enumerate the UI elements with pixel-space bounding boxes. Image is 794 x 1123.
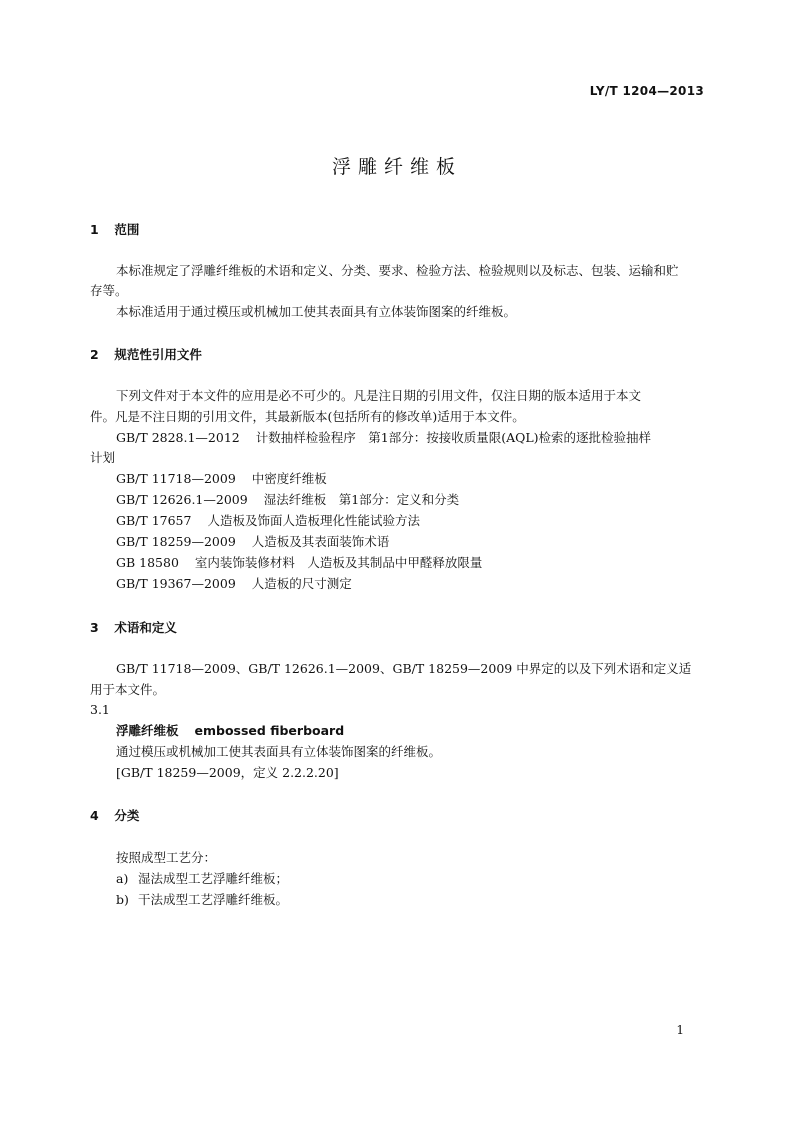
reference-code: GB/T 19367—2009	[116, 576, 236, 591]
list-item-letter: a)	[116, 871, 129, 886]
list-item	[116, 869, 288, 889]
section-number: 2	[90, 347, 99, 362]
reference-code: GB 18580	[116, 555, 179, 570]
term-entry	[116, 721, 344, 741]
document-title: 浮雕纤维板	[331, 156, 462, 178]
section-title: 规范性引用文件	[114, 347, 202, 362]
reference-title: 室内装饰装修材料 人造板及其制品中甲醛释放限量	[194, 555, 483, 570]
list-item-text: 干法成型工艺浮雕纤维板。	[138, 892, 289, 907]
paragraph: 按照成型工艺分：	[116, 850, 217, 865]
paragraph: 本标准适用于通过模压或机械加工使其表面具有立体装饰图案的纤维板。	[116, 304, 517, 319]
page-number: 1	[676, 1023, 684, 1037]
section-number: 1	[90, 222, 99, 237]
term-number: 3.1	[90, 702, 110, 717]
reference-title: 人造板及其表面装饰术语	[251, 534, 390, 549]
list-item-text: 湿法成型工艺浮雕纤维板；	[138, 871, 289, 886]
reference-continuation: 计划	[90, 450, 116, 465]
section-title: 范围	[114, 222, 140, 237]
term-source: [GB/T 18259—2009，定义 2.2.2.20]	[116, 765, 339, 780]
reference-title: 湿法纤维板 第1部分：定义和分类	[263, 492, 460, 507]
reference-item	[116, 532, 389, 552]
section-number: 4	[90, 808, 99, 823]
paragraph-continuation: 件。凡是不注日期的引用文件，其最新版本(包括所有的修改单)适用于本文件。	[90, 409, 525, 424]
reference-code: GB/T 17657	[116, 513, 192, 528]
term-chinese: 浮雕纤维板	[116, 723, 179, 738]
section-1-heading	[90, 220, 139, 238]
reference-code: GB/T 2828.1—2012	[116, 430, 240, 445]
paragraph: 本标准规定了浮雕纤维板的术语和定义、分类、要求、检验方法、检验规则以及标志、包装、运输和贮	[116, 263, 679, 278]
section-title: 分类	[114, 808, 140, 823]
paragraph: 下列文件对于本文件的应用是必不可少的。凡是注日期的引用文件，仅注日期的版本适用于本文	[116, 388, 642, 403]
reference-code: GB/T 18259—2009	[116, 534, 236, 549]
reference-item	[116, 553, 482, 573]
reference-item	[116, 490, 459, 510]
reference-title: 计数抽样检验程序 第1部分：按接收质量限(AQL)检索的逐批检验抽样	[255, 430, 652, 445]
reference-title: 中密度纤维板	[251, 471, 327, 486]
section-4-heading	[90, 806, 139, 824]
section-3-heading	[90, 618, 177, 636]
section-number: 3	[90, 620, 99, 635]
term-definition: 通过模压或机械加工使其表面具有立体装饰图案的纤维板。	[116, 744, 442, 759]
reference-title: 人造板的尺寸测定	[251, 576, 352, 591]
section-title: 术语和定义	[114, 620, 177, 635]
paragraph-continuation: 存等。	[90, 283, 128, 298]
standard-code: LY/T 1204—2013	[589, 84, 704, 98]
list-item-letter: b)	[116, 892, 129, 907]
reference-item	[116, 428, 651, 448]
list-item	[116, 890, 288, 910]
term-english: embossed fiberboard	[194, 723, 345, 738]
reference-title: 人造板及饰面人造板理化性能试验方法	[207, 513, 420, 528]
paragraph-continuation: 用于本文件。	[90, 682, 166, 697]
reference-item	[116, 574, 352, 594]
reference-code: GB/T 12626.1—2009	[116, 492, 248, 507]
paragraph: GB/T 11718—2009、GB/T 12626.1—2009、GB/T 18259—2009 中界定的以及下列术语和定义适	[116, 661, 692, 676]
reference-item	[116, 511, 420, 531]
reference-code: GB/T 11718—2009	[116, 471, 236, 486]
reference-item	[116, 469, 327, 489]
section-2-heading	[90, 345, 202, 363]
